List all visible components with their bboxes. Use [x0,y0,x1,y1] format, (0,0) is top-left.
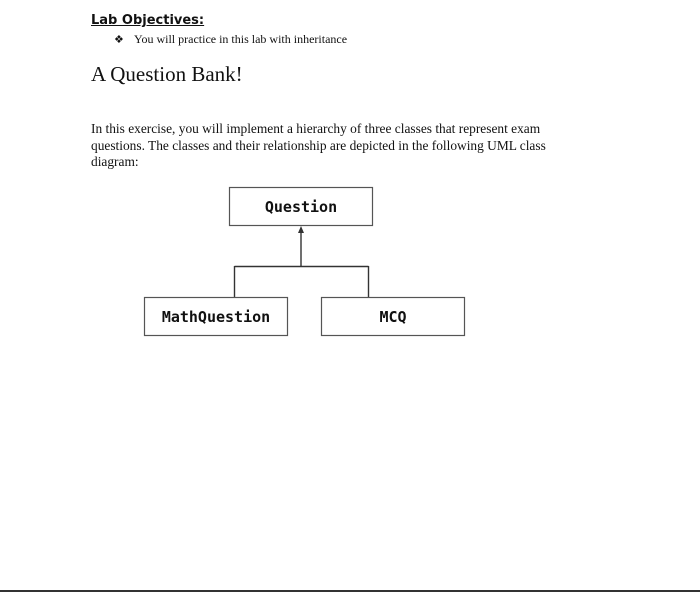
diamond-bullet-icon: ❖ [114,34,124,46]
uml-class-question-label: Question [264,198,338,216]
uml-class-mcq-label: MCQ [379,308,407,326]
objective-text: You will practice in this lab with inheritance [134,32,348,46]
page-title: A Question Bank! [91,62,243,86]
objectives-heading: Lab Objectives: [91,13,205,28]
intro-paragraph: In this exercise, you will implement a hierarchy of three classes that represent exam questions. The classes and their relationship are depicted in the following UML class diagram: [91,121,546,169]
uml-inheritance-connector [235,233,369,297]
uml-class-mathquestion [145,298,288,336]
uml-class-mathquestion-label: MathQuestion [161,308,271,326]
inheritance-arrowhead-icon [298,226,304,233]
footer-rule [0,590,700,592]
uml-class-mcq [322,298,465,336]
uml-class-question [230,188,373,226]
